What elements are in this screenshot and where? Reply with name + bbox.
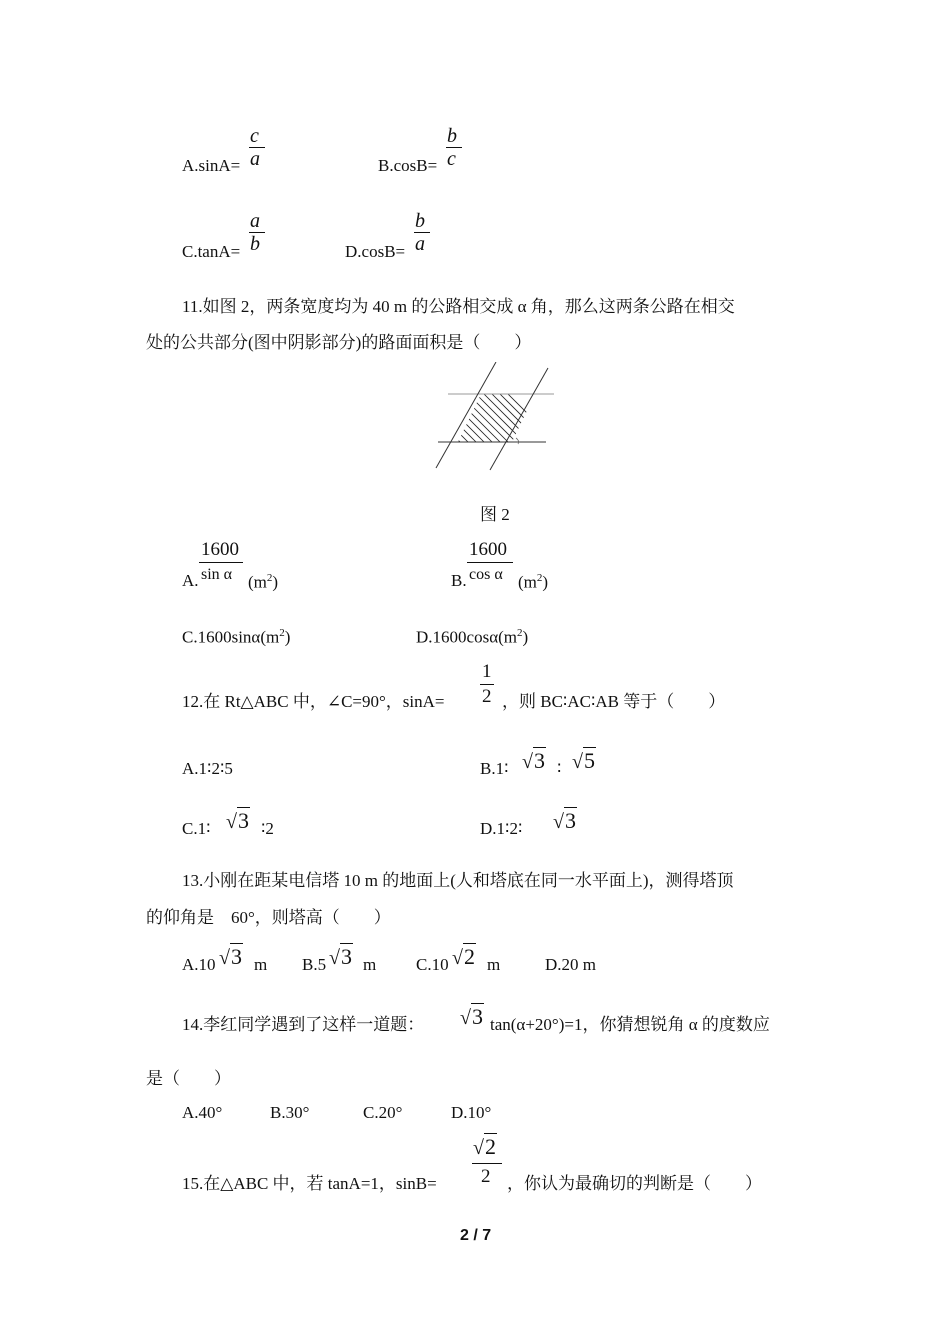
- q11-stem-line1: 11.如图 2，两条宽度均为 40 m 的公路相交成 α 角，那么这两条公路在相交: [182, 297, 735, 316]
- fraction-bar: [480, 684, 494, 685]
- q14-option-d: D.10°: [451, 1103, 492, 1122]
- q12-option-a: A.1∶2∶5: [182, 759, 233, 778]
- figure-caption: 图 2: [480, 505, 510, 524]
- q14-option-b: B.30°: [270, 1103, 310, 1122]
- q13-option-d: D.20 m: [545, 955, 596, 974]
- q11-option-d: $D.1600\cos\alpha(m^2)$: [416, 627, 529, 647]
- q11-option-c: $C.1600\sin\alpha(m^2)$: [182, 627, 291, 647]
- road-intersection-figure: [430, 362, 560, 472]
- q14-option-a: A.40°: [182, 1103, 223, 1122]
- q11-stem-line2: 处的公共部分(图中阴影部分)的路面面积是（ ）: [146, 333, 532, 352]
- fraction-bar: [467, 562, 513, 563]
- fraction-bar: [199, 562, 243, 563]
- page-number: 2 / 7: [460, 1227, 492, 1244]
- q14-stem-line2: 是（ ）: [146, 1069, 231, 1088]
- q13-stem-line1: 13.小刚在距某电信塔 10 m 的地面上(人和塔底在同一水平面上)，测得塔顶: [182, 871, 734, 890]
- fraction-bar: [472, 1163, 502, 1164]
- q14-option-c: C.20°: [363, 1103, 403, 1122]
- q13-stem-line2: 的仰角是 60°，则塔高（ ）: [146, 908, 391, 927]
